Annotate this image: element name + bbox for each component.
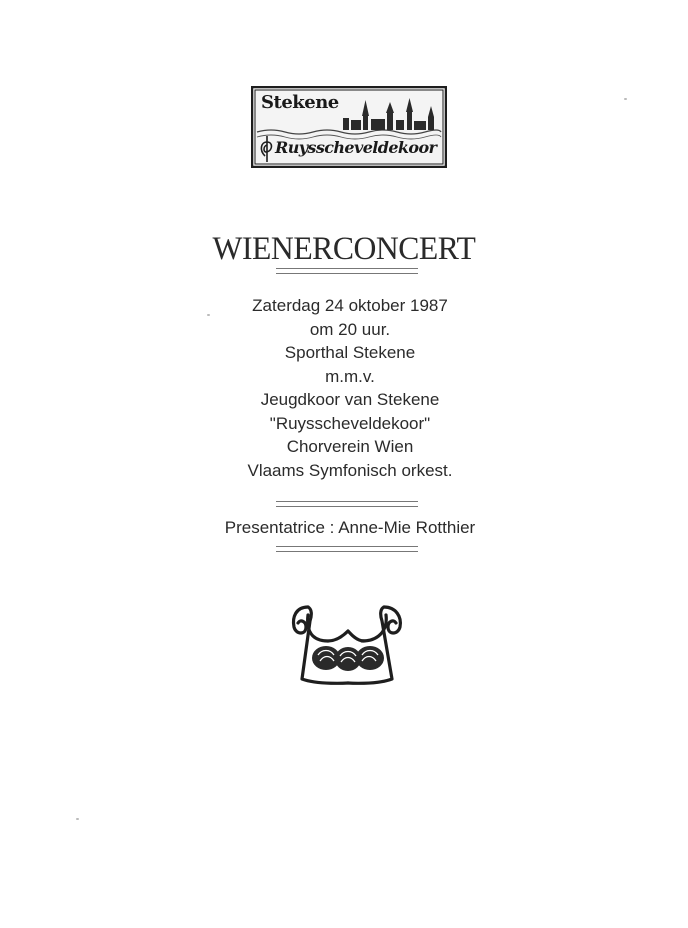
logo-text-stekene: Stekene (261, 92, 339, 113)
performer-line: Chorverein Wien (286, 437, 414, 456)
details-divider (276, 501, 418, 507)
date-line: Zaterdag 24 oktober 1987 (252, 296, 448, 315)
title-divider (276, 268, 418, 274)
presenter-label: Presentatrice (224, 518, 325, 537)
scan-speck (207, 314, 210, 316)
performer-line: "Ruysscheveldekoor" (269, 413, 431, 433)
art-nouveau-ornament-icon (288, 603, 408, 687)
presenter-separator: : (329, 518, 335, 537)
presenter-name: Anne-Mie Rotthier (338, 518, 476, 537)
logo-text-choir: Ruysscheveldekoor (275, 138, 437, 157)
time-line: om 20 uur. (309, 319, 391, 339)
concert-details (150, 294, 550, 482)
choir-logo (251, 86, 447, 168)
venue-line: Sporthal Stekene (284, 343, 416, 362)
performer-line: Jeugdkoor van Stekene (260, 390, 440, 409)
performer-line: Vlaams Symfonisch orkest. (247, 460, 453, 480)
with-cooperation-line: m.m.v. (325, 366, 375, 386)
presenter-divider (276, 546, 418, 552)
scan-speck (624, 98, 627, 100)
scan-speck (76, 818, 79, 820)
presenter-line (150, 516, 550, 540)
concert-title: WIENERCONCERT (212, 231, 476, 267)
